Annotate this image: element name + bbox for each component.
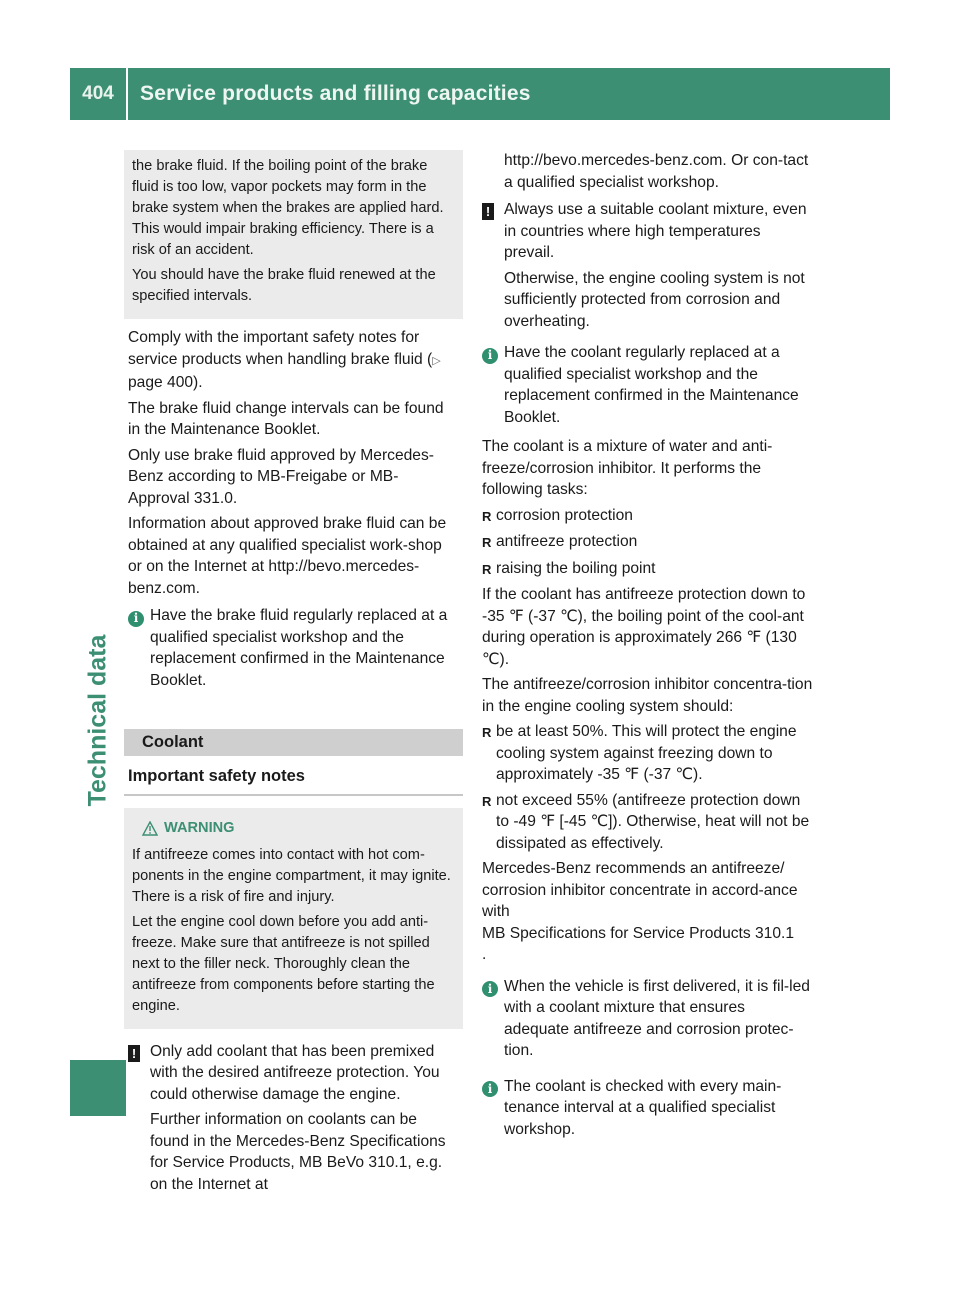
notice-text: Further information on coolants can be found in the Mercedes-Benz Specifications for Service Products, MB BeVo 310.1, e.g. on the Internet at bbox=[150, 1111, 446, 1193]
paragraph: The brake fluid change intervals can be found in the Maintenance Booklet. bbox=[128, 399, 444, 438]
paragraph: Mercedes-Benz recommends an antifreeze/ corrosion inhibitor concentrate in accord-ance with bbox=[482, 860, 798, 920]
list-item: R raising the boiling point bbox=[482, 558, 814, 581]
paragraph: Only use brake fluid approved by Mercedes-Benz according to MB-Freigabe or MB-Approval 331.0. bbox=[128, 446, 434, 507]
notice-continued bbox=[482, 150, 814, 193]
list-item: R antifreeze protection bbox=[482, 531, 814, 554]
left-column bbox=[128, 150, 459, 1203]
paragraph: . bbox=[482, 946, 487, 963]
warning-text: the brake fluid. If the boiling point of the brake fluid is too low, vapor pockets may form in the brake system when the brakes are applied hard. This would impair braking efficiency. There is a risk of an accident. bbox=[132, 158, 444, 258]
warning-text: Let the engine cool down before you add anti-freeze. Make sure that antifreeze is not spilled next to the filler neck. Thoroughly clean the antifreeze from components before starting the engine. bbox=[132, 913, 435, 1014]
warning-box-continued bbox=[124, 150, 463, 319]
warning-header bbox=[132, 818, 455, 839]
warning-text: You should have the brake fluid renewed at the specified intervals. bbox=[132, 267, 436, 304]
bullet-icon: R bbox=[482, 508, 492, 524]
page-ref-link[interactable]: page 400). bbox=[128, 374, 203, 391]
info-text: Have the coolant regularly replaced at a qualified specialist workshop and the replacement confirmed in the Maintenance Booklet. bbox=[504, 344, 799, 426]
list-item: R corrosion protection bbox=[482, 505, 814, 528]
warning-text: If antifreeze comes into contact with hot com-ponents in the engine compartment, it may ignite. There is a risk of fire and injury. bbox=[132, 846, 451, 905]
paragraph: Information about approved brake fluid can be obtained at any qualified specialist work-shop or on the Internet at http://bevo.mercedes-benz.com. bbox=[128, 515, 447, 597]
exclamation-icon: ! bbox=[128, 1045, 140, 1062]
bullet-icon: R bbox=[482, 725, 492, 740]
info-icon: i bbox=[482, 981, 498, 997]
notice-text: Always use a suitable coolant mixture, even in countries where high temperatures prevail. bbox=[504, 201, 807, 261]
page-title: Service products and filling capacities bbox=[140, 82, 531, 105]
info-note bbox=[482, 342, 814, 432]
bullet-icon: R bbox=[482, 535, 492, 550]
side-tab-label: Technical data bbox=[83, 634, 112, 806]
section-heading: Coolant bbox=[124, 729, 463, 756]
warning-label: WARNING bbox=[164, 819, 235, 836]
notice-text: Otherwise, the engine cooling system is not sufficiently protected from corrosion and overheating. bbox=[504, 269, 805, 330]
list-item: R be at least 50%. This will protect the engine cooling system against freezing down to approximately -35 ℉ (-37 ℃). bbox=[482, 721, 814, 786]
info-icon: i bbox=[482, 348, 498, 364]
side-tab-marker bbox=[70, 1060, 126, 1116]
info-icon: i bbox=[482, 1081, 498, 1097]
info-icon: i bbox=[128, 611, 144, 627]
info-note bbox=[482, 976, 814, 1066]
notice-text: http://bevo.mercedes-benz.com. Or con-tact a qualified specialist workshop. bbox=[504, 152, 809, 191]
subheading: Important safety notes bbox=[124, 766, 463, 796]
info-text: The coolant is checked with every main-tenance interval at a qualified specialist workshop. bbox=[504, 1077, 782, 1138]
warning-triangle-icon bbox=[142, 821, 158, 836]
paragraph: The coolant is a mixture of water and anti-freeze/corrosion inhibitor. It performs the following tasks: bbox=[482, 438, 773, 498]
info-note bbox=[482, 1076, 814, 1145]
paragraph: If the coolant has antifreeze protection down to -35 ℉ (-37 ℃), the boiling point of the cool-ant during operation is approximately 266 ℉ (130 ℃). bbox=[482, 586, 806, 668]
notice bbox=[128, 1041, 459, 1200]
bullet-icon: R bbox=[482, 561, 492, 577]
paragraph: The antifreeze/corrosion inhibitor concentra-tion in the engine cooling system should: bbox=[482, 676, 813, 715]
page-ref-arrow-icon: ▷ bbox=[432, 354, 441, 367]
paragraph: Comply with the important safety notes for service products when handling brake fluid (▷ page 400). bbox=[128, 329, 441, 391]
header-divider bbox=[126, 68, 128, 120]
exclamation-icon: ! bbox=[482, 203, 494, 220]
info-text: When the vehicle is first delivered, it is fil-led with a coolant mixture that ensures adequate antifreeze and corrosion protec-tion. bbox=[504, 977, 810, 1059]
paragraph: MB Specifications for Service Products 310.1 bbox=[482, 924, 795, 942]
notice-text: Only add coolant that has been premixed with the desired antifreeze protection. You could otherwise damage the engine. bbox=[150, 1042, 440, 1103]
bullet-icon: R bbox=[482, 793, 492, 809]
side-tab bbox=[76, 600, 120, 840]
warning-box bbox=[124, 808, 463, 1029]
info-text: Have the brake fluid regularly replaced at a qualified specialist workshop and the replacement confirmed in the Maintenance Booklet. bbox=[150, 607, 448, 689]
right-column bbox=[482, 150, 814, 1148]
page-number: 404 bbox=[82, 83, 114, 104]
info-note bbox=[128, 605, 459, 695]
notice bbox=[482, 199, 814, 336]
list-item: R not exceed 55% (antifreeze protection down to -49 ℉ [-45 ℃]). Otherwise, heat will not be dissipated as effectively. bbox=[482, 790, 814, 855]
